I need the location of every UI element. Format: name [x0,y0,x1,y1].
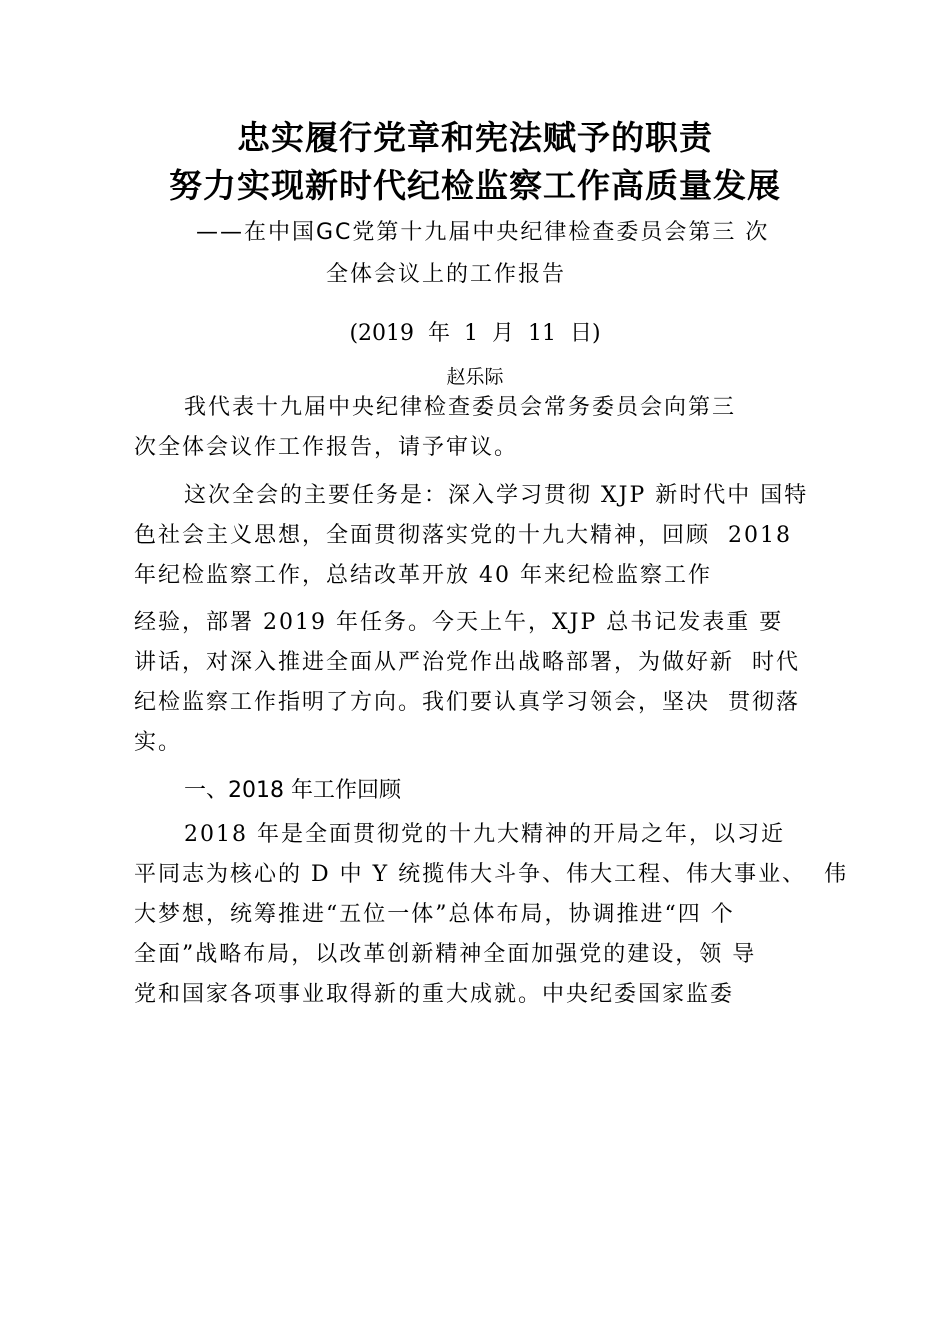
paragraph-2-line-4: 经验，部署 2019 年任务。今天上午，XJP 总书记发表重 要 [134,610,784,635]
subtitle-line-2: 全体会议上的工作报告 [326,262,567,287]
section-paragraph-line-4: 全面”战略布局，以改革创新精神全面加强党的建设，领 导 [134,942,757,967]
paragraph-2-line-6: 纪检监察工作指明了方向。我们要认真学习领会，坚决 贯彻落 [134,690,800,715]
report-date: (2019 年 1 月 11 日) [349,321,601,346]
section-heading: 一、2018 年工作回顾 [184,778,401,803]
paragraph-2-line-1: 这次全会的主要任务是：深入学习贯彻 XJP 新时代中 国特 [184,483,809,508]
title-line-1: 忠实履行党章和宪法赋予的职责 [237,118,713,157]
section-paragraph-line-5: 党和国家各项事业取得新的重大成就。中央纪委国家监委 [134,982,735,1007]
paragraph-1-line-1: 我代表十九届中央纪律检查委员会常务委员会向第三 [184,395,737,420]
section-paragraph-line-2: 平同志为核心的 D 中 Y 统揽伟大斗争、伟大工程、伟大事业、 伟 [134,862,849,887]
section-paragraph-line-3: 大梦想，统筹推进“五位一体”总体布局，协调推进“四 个 [134,902,735,927]
paragraph-1-line-2: 次全体会议作工作报告，请予审议。 [134,435,519,460]
paragraph-2-line-7: 实。 [134,730,183,755]
subtitle-line-1: ——在中国GC党第十九届中央纪律检查委员会第三 次 [196,220,770,245]
title-line-2: 努力实现新时代纪检监察工作高质量发展 [169,166,781,205]
paragraph-2-line-3: 年纪检监察工作，总结改革开放 40 年来纪检监察工作 [134,563,712,588]
author-name: 赵乐际 [446,366,504,388]
paragraph-2-line-2: 色社会主义思想，全面贯彻落实党的十九大精神，回顾 2018 [134,523,792,548]
section-paragraph-line-1: 2018 年是全面贯彻党的十九大精神的开局之年，以习近 [184,822,785,847]
paragraph-2-line-5: 讲话，对深入推进全面从严治党作出战略部署，为做好新 时代 [134,650,800,675]
